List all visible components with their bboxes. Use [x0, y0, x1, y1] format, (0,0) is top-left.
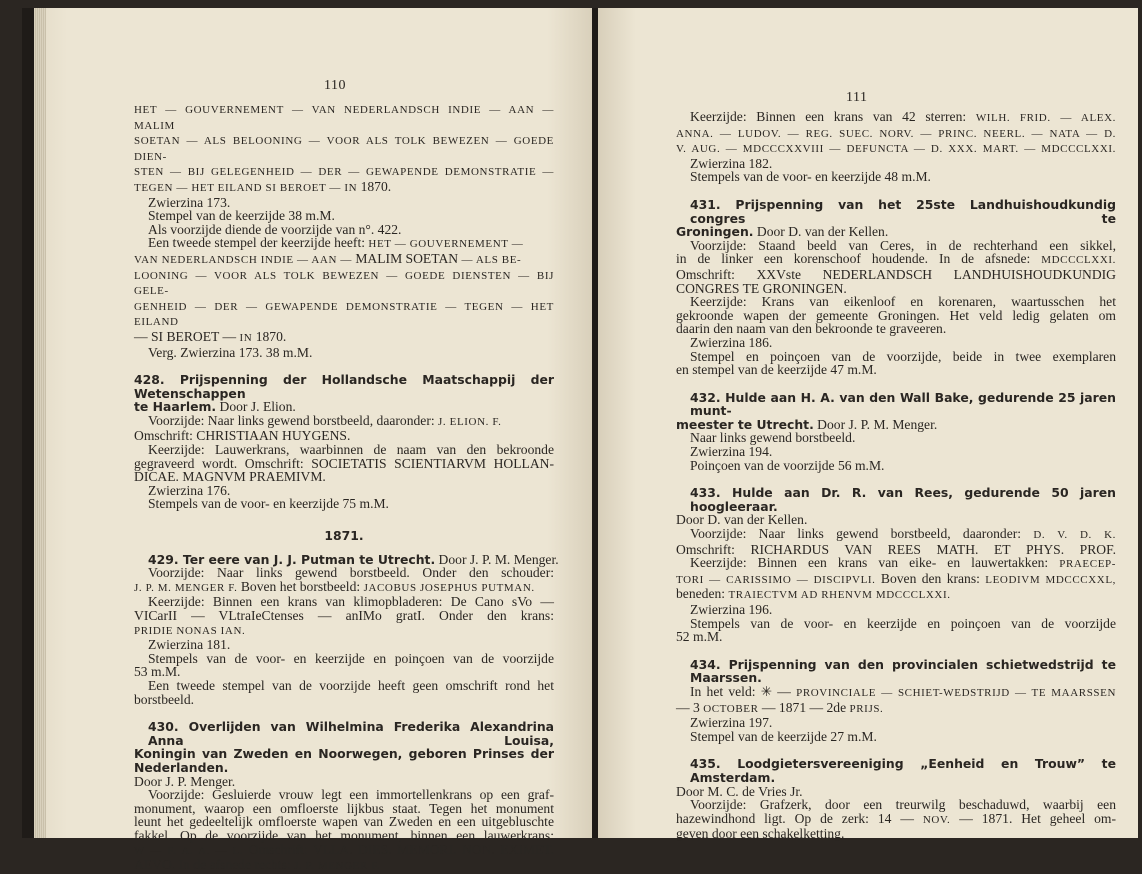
body-text: 1870. — [252, 328, 287, 344]
small-caps-text: ANNA. — LUDOV. — REG. SUEC. NORV. — PRINC. NEERL. — NATA — D. — [676, 127, 1116, 140]
text-line — [134, 652, 554, 666]
entry-heading: 432. Hulde aan H. A. van den Wall Bake, gedurende 25 jaren munt- — [690, 389, 1116, 419]
text-line — [134, 693, 554, 707]
text-line — [134, 236, 554, 252]
text-line — [676, 798, 1116, 812]
body-text: Omschrift: CHRISTIAAN HUYGENS. — [134, 428, 351, 444]
text-line — [676, 630, 1116, 644]
right-page — [598, 8, 1138, 842]
text-line — [676, 198, 1116, 225]
body-text: Zwierzina 181. — [148, 637, 231, 653]
small-caps-text: J. P. M. MENGER F. — [134, 581, 238, 594]
small-caps-text: TORI — CARISSIMO — DISCIPVLI. — [676, 573, 876, 586]
small-caps-text: J. ELION. F. — [438, 415, 502, 428]
body-text: en stempel van de keerzijde 47 m.M. — [676, 362, 877, 378]
body-text: — SI BEROET — — [134, 328, 240, 344]
body-text: CONGRES TE GRONINGEN. — [676, 280, 847, 296]
small-caps-text: NOV. — [922, 813, 951, 826]
small-caps-text: PRAECEP- — [1059, 558, 1116, 571]
small-caps-text: SOETAN — ALS BELOONING — VOOR ALS TOLK BEWEZEN — GOEDE DIEN- — [134, 135, 554, 163]
body-text: Keerzijde: Lauwerkrans, waarbinnen de naam van den bekroonde — [148, 442, 554, 458]
body-text: Stempel van de keerzijde 38 m.M. — [148, 208, 335, 224]
small-caps-text: J. P. MENGER F. — [294, 860, 381, 873]
body-text: Boven het borstbeeld: — [237, 578, 364, 594]
entry-heading: 431. Prijspenning van het 25ste Landhuishoudkundig congres te — [690, 196, 1116, 226]
text-line — [134, 268, 554, 299]
text-line — [676, 126, 1116, 142]
text-line — [676, 170, 1116, 184]
text-line — [676, 336, 1116, 350]
text-line — [676, 295, 1116, 309]
body-text: daarin den naam van den bekroonde te graveeren. — [676, 321, 947, 337]
entry-heading: Groningen. — [676, 224, 754, 240]
body-text: Stempels van de voor- en keerzijde 48 m.M. — [690, 169, 931, 185]
body-text: DICAE. MAGNVM PRAEMIVM. — [134, 469, 326, 485]
entry-heading: 435. Loodgietersvereeniging „Eenheid en Trouw” te Amsterdam. — [690, 756, 1116, 785]
entry-heading: te Haarlem. — [134, 399, 217, 415]
text-line — [134, 802, 554, 816]
entry-428 — [134, 373, 554, 511]
body-text: In het veld: ✳ — — [690, 683, 797, 699]
body-text: Door M. C. de Vries Jr. — [676, 783, 803, 799]
body-text: MALIM SOETAN — [351, 250, 462, 266]
entry-433 — [676, 486, 1116, 644]
body-text: Voorzijde: Staand beeld van Ceres, in de rechterhand een sikkel, — [690, 237, 1116, 253]
text-line — [676, 572, 1116, 588]
body-text: Voorzijde: Naar links gewend borstbeeld, daaronder: — [690, 526, 1034, 542]
small-caps-text: MDCCCLXXI. — [1041, 254, 1116, 267]
text-line — [134, 484, 554, 498]
text-line — [134, 457, 554, 471]
book-spread — [22, 8, 1138, 873]
text-line — [676, 486, 1116, 513]
text-line — [134, 299, 554, 330]
entry-429 — [134, 551, 559, 707]
entry-435 — [676, 757, 1116, 841]
text-line — [134, 829, 554, 843]
text-line — [134, 747, 554, 774]
text-line — [134, 414, 554, 430]
left-page-text — [134, 8, 559, 874]
text-line — [134, 429, 554, 443]
body-text: Poinçoen van de voorzijde 56 m.M. — [690, 457, 885, 473]
body-text: monument, waarop een omfloerste lijkbus staat. Tegen het monument — [134, 800, 554, 816]
text-line — [134, 551, 559, 567]
entry-heading: 430. Overlijden van Wilhelmina Frederika Alexandrina Anna Louisa, — [148, 719, 554, 748]
body-text: Zwierzina 176. — [148, 482, 231, 498]
left-page — [34, 8, 592, 873]
text-line — [134, 497, 554, 511]
text-line — [676, 268, 1116, 282]
body-text: Voorzijde: Naar links gewend borstbeeld, daaronder: — [148, 412, 439, 428]
body-text: Verg. Zwierzina 173. 38 m.M. — [148, 344, 313, 360]
text-line — [134, 196, 554, 210]
body-text: Een tweede stempel der keerzijde heeft: — [148, 235, 369, 251]
text-line — [134, 443, 554, 457]
text-line — [134, 623, 554, 639]
body-text: Door J. P. M. Menger. — [813, 416, 938, 432]
body-text: borstbeeld. — [134, 691, 195, 707]
small-caps-text: STEN — BIJ GELEGENHEID — DER — GEWAPENDE DEMONSTRATIE — — [134, 166, 554, 179]
text-line — [676, 445, 1116, 459]
text-line — [676, 363, 1116, 377]
text-line — [676, 239, 1116, 253]
small-caps-text: LEODIVM MDCCCXXL, — [985, 573, 1116, 586]
entry-heading: meester te Utrecht. — [676, 416, 814, 432]
body-text: Zwierzina 182. — [690, 155, 773, 171]
text-line — [134, 679, 554, 693]
body-text: Door D. van der Kellen. — [676, 512, 808, 528]
body-text: Stempels van de voor- en keerzijde en poinçoen van de voorzijde — [148, 650, 554, 666]
body-text: Zwierzina 173. — [148, 194, 231, 210]
text-line — [134, 638, 554, 652]
body-text: VICarII — VLtraIeCtenses — anIMo gratI. Onder den krans: — [134, 608, 554, 623]
text-line — [676, 141, 1116, 157]
body-text: hazewindhond ligt. Op de zerk: 14 — — [676, 810, 923, 826]
small-caps-text: HET — GOUVERNEMENT — — [368, 238, 524, 251]
text-line — [676, 701, 1116, 717]
text-line — [676, 603, 1116, 617]
entry-430 — [134, 720, 554, 874]
text-line — [134, 788, 554, 802]
small-caps-text: TRAIECTVM AD RHENVM MDCCCLXXI. — [728, 589, 951, 602]
small-caps-text: JACOBUS JOSEPHUS PUTMAN. — [363, 581, 535, 594]
body-text: Omschrift: RICHARDUS VAN REES MATH. ET PHYS. PROF. — [676, 541, 1116, 557]
text-line — [134, 133, 554, 164]
body-text: 53 m.M. — [134, 664, 181, 680]
text-line — [134, 180, 554, 196]
body-text: Omschrift: VLLA. DIES. MEMORI. NON. EXIMET. — [243, 841, 555, 857]
body-text: Boven den krans: — [875, 570, 986, 586]
text-line — [676, 282, 1116, 296]
text-line — [134, 330, 554, 346]
text-line — [676, 617, 1116, 631]
body-text: Voorzijde: Gesluierde vrouw legt een immortellenkrans op een graf- — [148, 787, 554, 803]
body-text: Door D. van der Kellen. — [753, 224, 889, 240]
body-text: Naar links gewend borstbeeld. — [690, 430, 856, 446]
body-text: Keerzijde: Binnen een krans van eike- en lauwertakken: — [690, 555, 1060, 571]
small-caps-text: IN — [239, 331, 253, 344]
text-line — [676, 391, 1116, 418]
text-line — [134, 252, 554, 268]
body-text: Zwierzina 186. — [690, 334, 773, 350]
body-text: geven door een schakelketting. — [676, 826, 845, 842]
small-caps-text: OCTOBER — [703, 702, 759, 715]
text-line — [134, 595, 554, 609]
body-text: gekroonde wapen der gemeente Groningen. Het veld ledig gelaten om — [676, 307, 1116, 323]
text-line — [676, 543, 1116, 557]
body-text: — 1871. Het geheel om- — [950, 810, 1116, 826]
body-text: Door J. P. M. Menger. — [435, 551, 559, 567]
text-line — [676, 459, 1116, 473]
text-line — [134, 580, 554, 596]
body-text: gegraveerd wordt. Omschrift: SOCIETATIS SCIENTIARVM HOLLAN- — [134, 455, 554, 471]
body-text: — 1871 — 2de — [758, 699, 850, 715]
text-line — [676, 309, 1116, 323]
text-line — [134, 566, 554, 580]
entry-heading: 434. Prijspenning van den provincialen schietwedstrijd te Maarssen. — [690, 656, 1116, 686]
page-number-left: 110 — [324, 78, 346, 93]
entry-heading: 429. Ter eere van J. J. Putman te Utrecht. — [148, 551, 436, 567]
entry-heading: Koningin van Zweden en Noorwegen, geboren Prinses der Nederlanden. — [134, 746, 554, 775]
text-line — [134, 720, 554, 747]
text-line — [676, 658, 1116, 685]
year-heading: 1871. — [324, 528, 364, 544]
text-line — [676, 757, 1116, 784]
text-line — [676, 431, 1116, 445]
body-text: Door J. P. Menger. — [134, 773, 236, 789]
body-text: Voorzijde: Naar links gewend borstbeeld. Onder den schouder: — [148, 565, 554, 581]
small-caps-text: GENHEID — DER — GEWAPENDE DEMONSTRATIE — TEGEN — HET EILAND — [134, 300, 554, 329]
text-line — [134, 209, 554, 223]
text-line — [676, 418, 1116, 432]
text-line — [134, 815, 554, 829]
small-caps-text: WILH. FRID. — ALEX. — [975, 112, 1116, 124]
small-caps-text: VAN NEDERLANDSCH INDIE — AAN — — [134, 253, 352, 266]
right-page-text — [676, 8, 1116, 841]
text-line — [134, 843, 554, 859]
body-text: Keerzijde: Binnen een krans van 42 sterren: — [690, 109, 976, 124]
entry-430-continued — [676, 110, 1116, 184]
body-text: Zwierzina 197. — [690, 715, 773, 731]
text-line — [676, 252, 1116, 268]
text-line — [134, 223, 554, 237]
body-text: Als voorzijde diende de voorzijde van n°. 422. — [148, 221, 402, 237]
body-text: Stempels van de voor- en keerzijde en poinçoen van de voorzijde — [690, 615, 1116, 631]
body-text: Stempel en poinçoen van de voorzijde, beide in twee exemplaren — [690, 348, 1116, 364]
body-text: Keerzijde: Krans van eikenloof en korenaren, waartusschen het — [690, 294, 1116, 310]
text-line — [134, 346, 554, 360]
text-line — [676, 110, 1116, 126]
entry-heading: 428. Prijspenning der Hollandsche Maatschappij der Wetenschappen — [134, 372, 554, 401]
text-line — [134, 665, 554, 679]
text-line — [134, 102, 554, 133]
body-text: Omschrift: XXVste NEDERLANDSCH LANDHUISHOUDKUNDIG — [676, 266, 1116, 282]
small-caps-text: PRIDIE NONAS IAN. — [134, 624, 246, 637]
body-text: AEVO. In de afsnede rechts: — [134, 857, 295, 873]
small-caps-text: PRIJS. — [849, 702, 884, 715]
small-caps-text: HET — GOUVERNEMENT — VAN NEDERLANDSCH INDIE — AAN — MALIM — [134, 104, 554, 132]
small-caps-text: PROVINCIALE — SCHIET-WEDSTRIJD — TE MAARSSEN — [796, 686, 1117, 699]
body-text: Een tweede stempel van de voorzijde heeft geen omschrift rond het — [148, 677, 554, 693]
text-line — [676, 225, 1116, 239]
text-line — [676, 716, 1116, 730]
small-caps-text: D. V. D. K. — [1033, 529, 1116, 542]
text-line — [134, 164, 554, 180]
body-text: 1870. — [357, 178, 392, 194]
body-text: 52 m.M. — [676, 629, 723, 645]
small-caps-text: W — F. A. A. — L. — [134, 844, 244, 857]
page-number-right: 111 — [846, 90, 868, 105]
text-line — [676, 556, 1116, 572]
body-text: Zwierzina 196. — [690, 602, 773, 617]
text-line — [134, 470, 554, 484]
entry-434 — [676, 658, 1116, 744]
text-line — [134, 775, 554, 789]
page-edges — [34, 8, 46, 838]
small-caps-text: — ALS BE- — [461, 253, 522, 266]
entry-heading: 433. Hulde aan Dr. R. van Rees, gedurende 50 jaren hoogleeraar. — [690, 485, 1116, 514]
text-line — [676, 587, 1116, 603]
text-line — [676, 812, 1116, 828]
text-line — [134, 609, 554, 623]
text-line — [676, 513, 1116, 527]
body-text: leunt het gedeeltelijk omfloerste wapen van Zweden en een uitgebluschte — [134, 814, 554, 830]
body-text: — 3 — [676, 699, 704, 715]
text-line — [134, 373, 554, 400]
text-line — [676, 157, 1116, 171]
text-line — [134, 858, 554, 874]
body-text: Voorzijde: Grafzerk, door een treurwilg beschaduwd, waarbij een — [690, 797, 1116, 813]
small-caps-text: V. AUG. — MDCCCXXVIII — DEFUNCTA — D. XXX. MART. — MDCCCLXXI. — [676, 143, 1116, 156]
text-line — [676, 350, 1116, 364]
body-text: Stempel van de keerzijde 27 m.M. — [690, 728, 877, 744]
body-text: beneden: — [676, 586, 729, 602]
text-line — [676, 785, 1116, 799]
entry-427-continued — [134, 102, 554, 359]
body-text: Zwierzina 194. — [690, 444, 773, 460]
entry-431 — [676, 198, 1116, 377]
entry-432 — [676, 391, 1116, 473]
body-text: Stempels van de voor- en keerzijde 75 m.M. — [148, 496, 389, 512]
text-line — [134, 400, 554, 414]
body-text: Keerzijde: Binnen een krans van klimopbladeren: De Cano sVo — — [148, 594, 554, 610]
small-caps-text: TEGEN — HET EILAND SI BEROET — IN — [134, 181, 358, 194]
small-caps-text: LOONING — VOOR ALS TOLK BEWEZEN — GOEDE DIENSTEN — BIJ GELE- — [134, 269, 554, 298]
text-line — [676, 527, 1116, 543]
body-text: in de linker een korenschoof houdende. In de afsnede: — [676, 251, 1042, 267]
text-line — [676, 730, 1116, 744]
text-line — [676, 322, 1116, 336]
text-line — [676, 685, 1116, 701]
body-text: fakkel. Op de voorzijde van het monument, binnen een lauwerkrans: — [134, 827, 554, 843]
text-line — [676, 827, 1116, 841]
body-text: Door J. Elion. — [216, 399, 296, 415]
